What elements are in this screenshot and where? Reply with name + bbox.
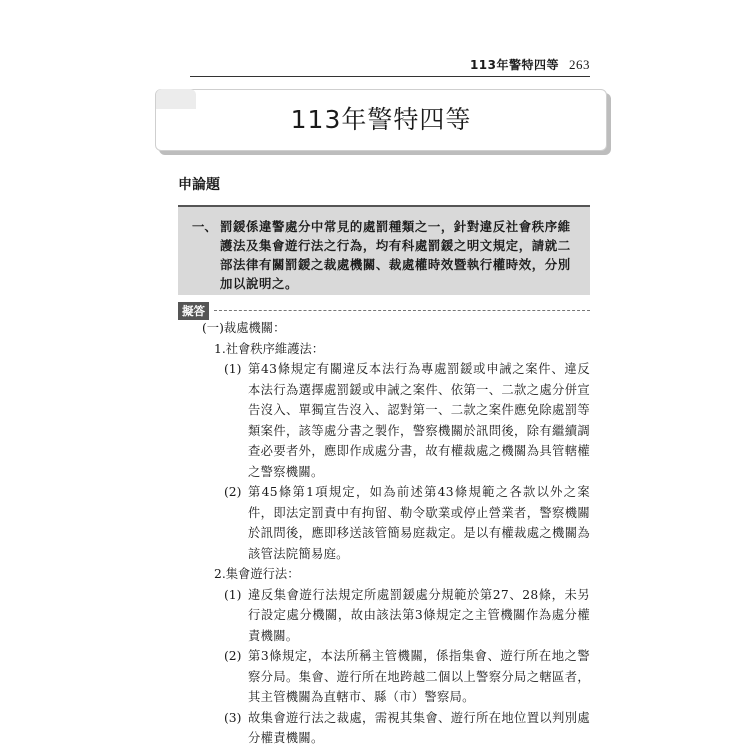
answer-item: [178, 359, 590, 482]
item-text: 第43條規定有關違反本法行為專處罰鍰或申誡之案件、違反本法行為選擇處罰鍰或申誡之案件、依第一、二款之處分併宣告沒入、單獨宣告沒入、認對第一、二款之案件應免除處罰等類案件，該等處分書之製作，警察機關於訊問後，除有繼續調查必要者外，應即作成處分書，故有權裁處之機關為具管轄權之警察機關。: [248, 362, 590, 479]
item-marker: (3): [224, 710, 242, 725]
item-marker: (2): [224, 485, 242, 499]
answer-item: [178, 482, 590, 564]
item-text: 第3條規定，本法所稱主管機關，係指集會、遊行所在地之警察分局。集會、遊行所在地跨越二個以上警察分局之轄區者，其主管機關為直轄市、縣（市）警察局。: [248, 649, 590, 704]
chapter-title: 113年警特四等: [290, 105, 472, 134]
answer-body: [178, 318, 590, 749]
answer-part-heading: (一)裁處機關：: [202, 321, 286, 335]
running-header: [470, 56, 590, 73]
question-number: 一、: [192, 219, 217, 234]
item-text: 第45條第1項規定，如為前述第43條規範之各款以外之案件，即法定罰責中有拘留、勒令歇業或停止營業者，警察機關於訊問後，應即移送該管簡易庭裁定。是以有權裁處之機關為該管法院簡易庭。: [248, 485, 590, 561]
answer-tag: 擬答: [178, 302, 209, 320]
answer-item: [178, 585, 590, 647]
chapter-title-tab: [155, 89, 607, 151]
answer-item: [178, 708, 590, 749]
item-marker: (1): [224, 587, 242, 602]
header-rule: [190, 76, 590, 77]
answer-item: [178, 646, 590, 708]
law-heading: 2.集會遊行法：: [214, 567, 300, 581]
law-heading: 1.社會秩序維護法：: [214, 341, 325, 356]
question-text: 罰鍰係違警處分中常見的處罰種類之一，針對違反社會秩序維護法及集會遊行法之行為，均有科處罰鍰之明文規定，請就二部法律有關罰鍰之裁處機關、裁處權時效暨執行權時效，分別加以說明之。: [220, 219, 571, 291]
section-heading: 申論題: [178, 177, 220, 193]
item-marker: (2): [224, 649, 242, 663]
page-number: 263: [569, 57, 590, 72]
running-title: 113年警特四等: [469, 58, 559, 72]
item-text: 故集會遊行法之裁處，需視其集會、遊行所在地位置以判別處分權責機關。: [248, 710, 590, 745]
item-marker: (1): [224, 362, 242, 376]
item-text: 違反集會遊行法規定所處罰鍰處分規範於第27、28條，未另行設定處分機關，故由該法第3條規定之主管機關作為處分權責機關。: [248, 587, 590, 643]
question-box: [178, 205, 590, 295]
answer-divider: [214, 310, 590, 311]
